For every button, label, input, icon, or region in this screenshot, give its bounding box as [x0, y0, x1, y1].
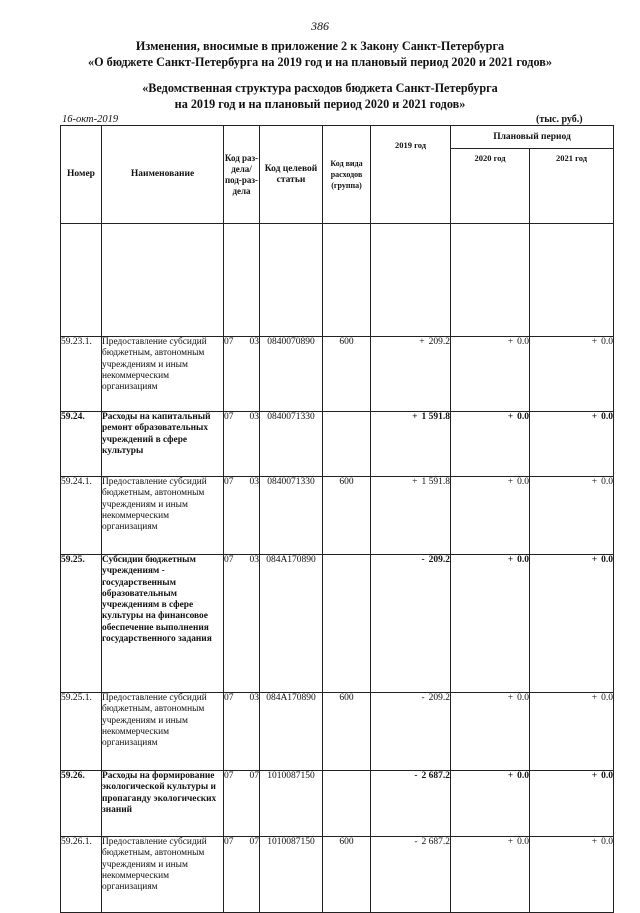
header-2019: 2019 год [371, 126, 451, 224]
value-amount: 0.0 [601, 477, 613, 487]
row-value-2019 [371, 555, 451, 693]
value-sign: + [591, 555, 598, 565]
value-amount: 2 687.2 [421, 771, 450, 781]
value-amount: 0.0 [601, 693, 613, 703]
row-value-2019 [371, 693, 451, 771]
budget-table [60, 125, 614, 913]
podrazdel-code: 03 [249, 693, 259, 703]
row-kcs: 0840071330 [260, 477, 323, 555]
row-name: Расходы на формирование экологической культуры и пропаганду экологических знаний [102, 771, 224, 837]
row-kvr: 600 [323, 837, 371, 913]
podrazdel-code: 03 [249, 337, 259, 347]
value-amount: 1 591.8 [421, 477, 450, 487]
value-sign: + [591, 693, 598, 703]
row-number: 59.25.1. [61, 693, 102, 771]
value-amount: 0.0 [517, 555, 529, 565]
value-sign: + [412, 412, 418, 422]
row-number: 59.26.1. [61, 837, 102, 913]
header-planned-period: Плановый период [451, 126, 614, 149]
row-name: Предоставление субсидий бюджетным, автономным учреждениям и иным некоммерческим организациям [102, 693, 224, 771]
row-razdel [224, 477, 260, 555]
value-amount: 1 591.8 [421, 412, 450, 422]
row-value-2021 [530, 337, 614, 412]
title-line-2: «О бюджете Санкт-Петербурга на 2019 год и на плановый период 2020 и 2021 годов» [88, 55, 552, 69]
row-value-2020 [451, 412, 530, 477]
date-label: 16-окт-2019 [62, 114, 119, 125]
units-label: (тыс. руб.) [536, 114, 583, 125]
value-amount: 2 687.2 [421, 837, 450, 847]
podrazdel-code: 03 [249, 477, 259, 487]
page-number: 386 [311, 19, 329, 33]
row-value-2019 [371, 771, 451, 837]
row-value-2021 [530, 771, 614, 837]
podrazdel-code: 03 [249, 412, 259, 422]
value-sign: + [591, 837, 598, 847]
value-amount: 0.0 [601, 771, 613, 781]
value-amount: 0.0 [601, 555, 613, 565]
podrazdel-code: 07 [249, 837, 259, 847]
value-sign: + [507, 771, 514, 781]
row-kvr: 600 [323, 693, 371, 771]
value-sign: + [591, 771, 598, 781]
document-title [0, 38, 640, 70]
value-sign: + [507, 693, 514, 703]
header-number: Номер [61, 126, 102, 224]
value-amount: 0.0 [517, 693, 529, 703]
row-razdel [224, 337, 260, 412]
row-razdel [224, 771, 260, 837]
value-sign: - [414, 837, 418, 847]
row-value-2021 [530, 837, 614, 913]
title-line-1: Изменения, вносимые в приложение 2 к Закону Санкт-Петербурга [135, 39, 505, 53]
row-number: 59.24. [61, 412, 102, 477]
row-kcs: 0840070890 [260, 337, 323, 412]
row-kcs: 084A170890 [260, 693, 323, 771]
table-row [61, 555, 614, 693]
header-razdel: Код раз-дела/ под-раз-дела [224, 126, 260, 224]
row-kvr [323, 555, 371, 693]
header-2020: 2020 год [451, 149, 530, 224]
row-value-2020 [451, 477, 530, 555]
row-kvr: 600 [323, 477, 371, 555]
value-sign: + [507, 412, 514, 422]
value-amount: 0.0 [517, 477, 529, 487]
row-name: Предоставление субсидий бюджетным, автономным учреждениям и иным некоммерческим организациям [102, 477, 224, 555]
row-value-2021 [530, 693, 614, 771]
row-value-2019 [371, 837, 451, 913]
podrazdel-code: 03 [249, 555, 259, 565]
value-sign: + [419, 337, 425, 347]
row-name: Расходы на капитальный ремонт образовательных учреждений в сфере культуры [102, 412, 224, 477]
row-value-2019 [371, 337, 451, 412]
value-sign: + [507, 555, 514, 565]
razdel-code: 07 [224, 771, 234, 781]
header-name: Наименование [102, 126, 224, 224]
value-amount: 0.0 [601, 412, 613, 422]
row-kvr: 600 [323, 337, 371, 412]
value-sign: + [507, 477, 514, 487]
header-kcs: Код целевой статьи [260, 126, 323, 224]
razdel-code: 07 [224, 837, 234, 847]
value-amount: 0.0 [517, 337, 529, 347]
value-amount: 0.0 [517, 837, 529, 847]
row-value-2020 [451, 555, 530, 693]
table-row [61, 337, 614, 412]
row-value-2021 [530, 477, 614, 555]
table-body [61, 337, 614, 913]
table-row [61, 771, 614, 837]
row-name: Субсидии бюджетным учреждениям - государственным образовательным учреждениям в сфере культуры на финансовое обеспечение выполнения государственного задания [102, 555, 224, 693]
podrazdel-code: 07 [249, 771, 259, 781]
value-amount: 209.2 [428, 693, 450, 703]
row-kvr [323, 412, 371, 477]
row-number: 59.24.1. [61, 477, 102, 555]
value-amount: 209.2 [428, 337, 450, 347]
value-sign: + [591, 477, 598, 487]
row-kcs: 1010087150 [260, 771, 323, 837]
header-kvr: Код вида расходов (группа) [323, 126, 371, 224]
header-spacer-row [61, 224, 614, 337]
document-subtitle [0, 80, 640, 112]
value-amount: 0.0 [601, 337, 613, 347]
row-razdel [224, 693, 260, 771]
row-value-2021 [530, 412, 614, 477]
row-name: Предоставление субсидий бюджетным, автономным учреждениям и иным некоммерческим организациям [102, 337, 224, 412]
row-razdel [224, 555, 260, 693]
row-razdel [224, 837, 260, 913]
row-kvr [323, 771, 371, 837]
value-amount: 0.0 [517, 771, 529, 781]
table-row [61, 693, 614, 771]
row-name: Предоставление субсидий бюджетным, автономным учреждениям и иным некоммерческим организациям [102, 837, 224, 913]
table-row [61, 837, 614, 913]
row-value-2020 [451, 771, 530, 837]
value-sign: + [591, 412, 598, 422]
razdel-code: 07 [224, 412, 234, 422]
value-sign: + [507, 837, 514, 847]
value-amount: 0.0 [601, 837, 613, 847]
row-number: 59.23.1. [61, 337, 102, 412]
row-value-2020 [451, 837, 530, 913]
subtitle-line-2: на 2019 год и на плановый период 2020 и 2021 годов» [174, 97, 466, 111]
value-sign: + [591, 337, 598, 347]
row-kcs: 0840071330 [260, 412, 323, 477]
row-value-2019 [371, 477, 451, 555]
row-kcs: 1010087150 [260, 837, 323, 913]
row-number: 59.25. [61, 555, 102, 693]
row-value-2019 [371, 412, 451, 477]
razdel-code: 07 [224, 555, 234, 565]
value-sign: - [414, 771, 418, 781]
subtitle-line-1: «Ведомственная структура расходов бюджета Санкт-Петербурга [142, 81, 498, 95]
header-2021: 2021 год [530, 149, 614, 224]
row-value-2020 [451, 693, 530, 771]
row-value-2021 [530, 555, 614, 693]
row-number: 59.26. [61, 771, 102, 837]
value-sign: - [421, 555, 425, 565]
razdel-code: 07 [224, 693, 234, 703]
table-row [61, 412, 614, 477]
razdel-code: 07 [224, 337, 234, 347]
row-value-2020 [451, 337, 530, 412]
value-sign: - [421, 693, 425, 703]
razdel-code: 07 [224, 477, 234, 487]
row-razdel [224, 412, 260, 477]
table-row [61, 477, 614, 555]
row-kcs: 084A170890 [260, 555, 323, 693]
value-sign: + [412, 477, 418, 487]
value-amount: 209.2 [428, 555, 450, 565]
value-sign: + [507, 337, 514, 347]
value-amount: 0.0 [517, 412, 529, 422]
